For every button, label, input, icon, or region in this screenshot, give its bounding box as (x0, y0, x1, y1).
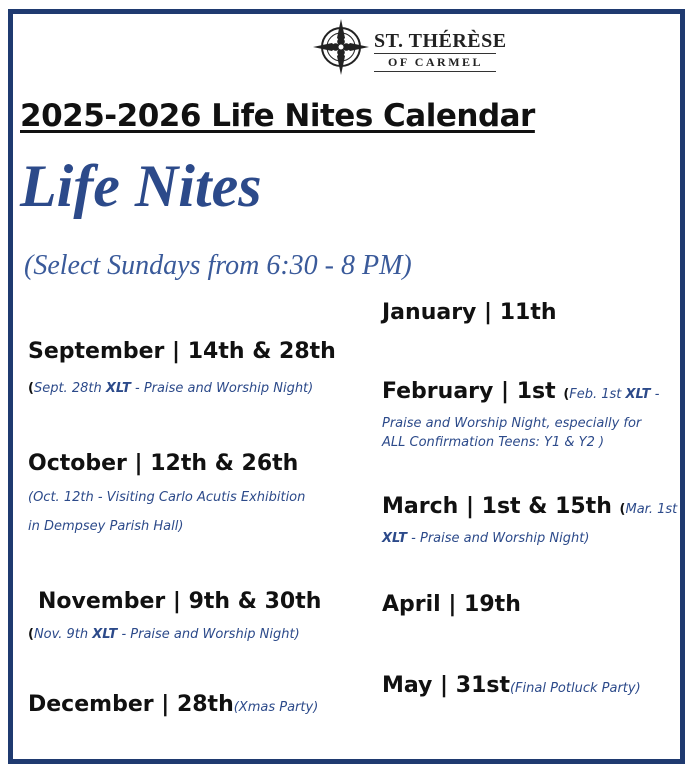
january-dates: January | 11th (382, 300, 557, 325)
calendar-heading: 2025-2026 Life Nites Calendar (20, 98, 535, 134)
logo-name-line1: ST. THÉRÈSE (374, 30, 507, 52)
february-note-line2: Praise and Worship Night, especially for (382, 416, 642, 431)
parish-logo (312, 18, 512, 76)
may-note: (Final Potluck Party) (509, 681, 641, 696)
october-note-line2: in Dempsey Parish Hall) (28, 519, 184, 534)
logo-name-line2: OF CARMEL (388, 55, 484, 69)
november-dates: November | 9th & 30th (38, 589, 322, 614)
march-dates: March | 1st & 15th (382, 494, 612, 519)
december-entry (28, 692, 318, 717)
september-dates: September | 14th & 28th (28, 339, 336, 364)
schedule-subtitle: (Select Sundays from 6:30 - 8 PM) (24, 250, 412, 281)
march-note-line2: XLT - Praise and Worship Night) (382, 531, 590, 546)
february-note-line3: ALL Confirmation Teens: Y1 & Y2 ) (382, 435, 605, 450)
october-dates: October | 12th & 26th (28, 451, 299, 476)
october-note-line1: (Oct. 12th - Visiting Carlo Acutis Exhibition (28, 490, 306, 505)
december-dates: December | 28th (28, 692, 234, 717)
september-note: (Sept. 28th XLT - Praise and Worship Night) (28, 381, 314, 396)
april-dates: April | 19th (382, 592, 521, 617)
march-entry: March | 1st & 15th (Mar. 1st (382, 494, 678, 519)
page-title: Life Nites (20, 153, 262, 219)
may-entry (382, 673, 641, 698)
february-dates: February | 1st (382, 379, 556, 404)
february-entry: February | 1st (Feb. 1st XLT - (382, 379, 660, 404)
november-note: (Nov. 9th XLT - Praise and Worship Night) (28, 627, 300, 642)
may-dates: May | 31st (382, 673, 510, 698)
december-note: (Xmas Party) (233, 700, 319, 715)
logo-rule-top (374, 53, 496, 54)
logo-rule-bottom (374, 71, 496, 72)
cross-emblem-icon (312, 18, 370, 76)
